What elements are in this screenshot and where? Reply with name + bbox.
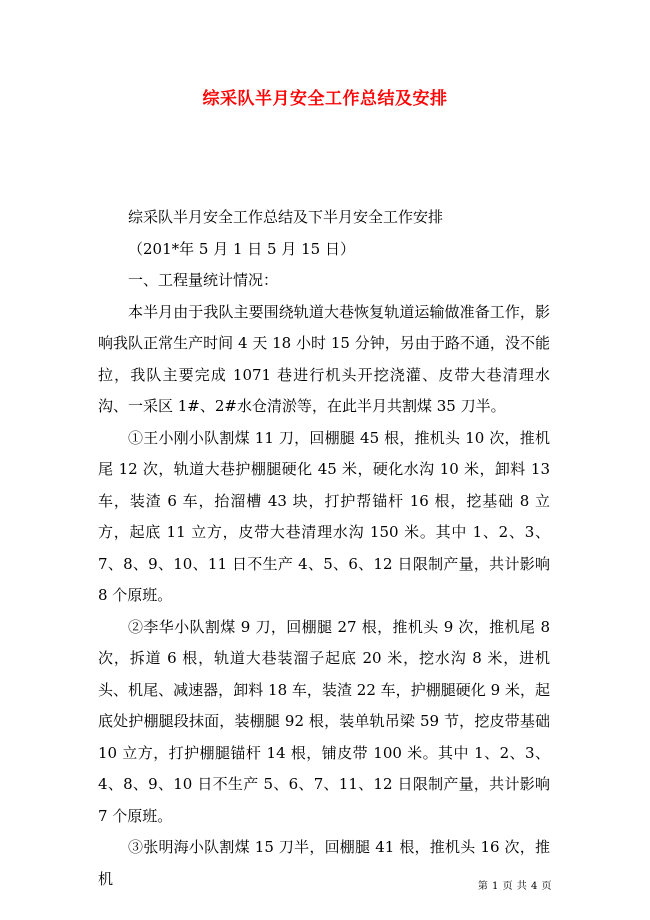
page-number-footer: 第 1 页 共 4 页	[477, 881, 552, 892]
body-paragraph-section-heading: 一、工程量统计情况：	[128, 271, 279, 289]
body-paragraph-team-wang: ①王小刚小队割煤 11 刀，回棚腿 45 根，推机头 10 次，推机尾 12 次，轨道大巷护棚腿硬化 45 米，硬化水沟 10 米，卸料 13 车，装渣 6 车，抬溜槽 43 块，打护帮锚杆 16 根，挖基础 8 立方，起底 11 立方，皮带大巷清理水沟 150 米。其中 1、2、3、7、8、9、10、11 日不生产 4、5、6、12 日限制产量，共计影响 8 个原班。	[98, 428, 550, 604]
document-body	[98, 202, 550, 895]
body-paragraph-subtitle: 综采队半月安全工作总结及下半月安全工作安排	[128, 208, 444, 226]
body-paragraph-date-range: （201*年 5 月 1 日 5 月 15 日）	[128, 239, 355, 258]
body-paragraph-summary: 本半月由于我队主要围绕轨道大巷恢复轨道运输做准备工作，影响我队正常生产时间 4 天 18 小时 15 分钟，另由于路不通，没不能拉，我队主要完成 1071 巷进行机头开挖浇灌、皮带大巷清理水沟、一采区 1#、2#水仓清淤等，在此半月共割煤 35 刀半。	[98, 302, 550, 415]
body-paragraph-team-zhang: ③张明海小队割煤 15 刀半，回棚腿 41 根，推机头 16 次，推机	[98, 838, 550, 888]
document-title: 综采队半月安全工作总结及安排	[202, 89, 448, 109]
body-paragraph-team-li: ②李华小队割煤 9 刀，回棚腿 27 根，推机头 9 次，推机尾 8 次，拆道 6 根，轨道大巷装溜子起底 20 米，挖水沟 8 米，进机头、机尾、减速器，卸料 18 车，装渣 22 车，护棚腿硬化 9 米，起底处护棚腿段抹面，装棚腿 92 根，装单轨吊梁 59 节，挖皮带基础 10 立方，打护棚腿锚杆 14 根，铺皮带 100 米。其中 1、2、3、4、8、9、10 日不生产 5、6、7、11、12 日限制产量，共计影响 7 个原班。	[98, 617, 550, 825]
